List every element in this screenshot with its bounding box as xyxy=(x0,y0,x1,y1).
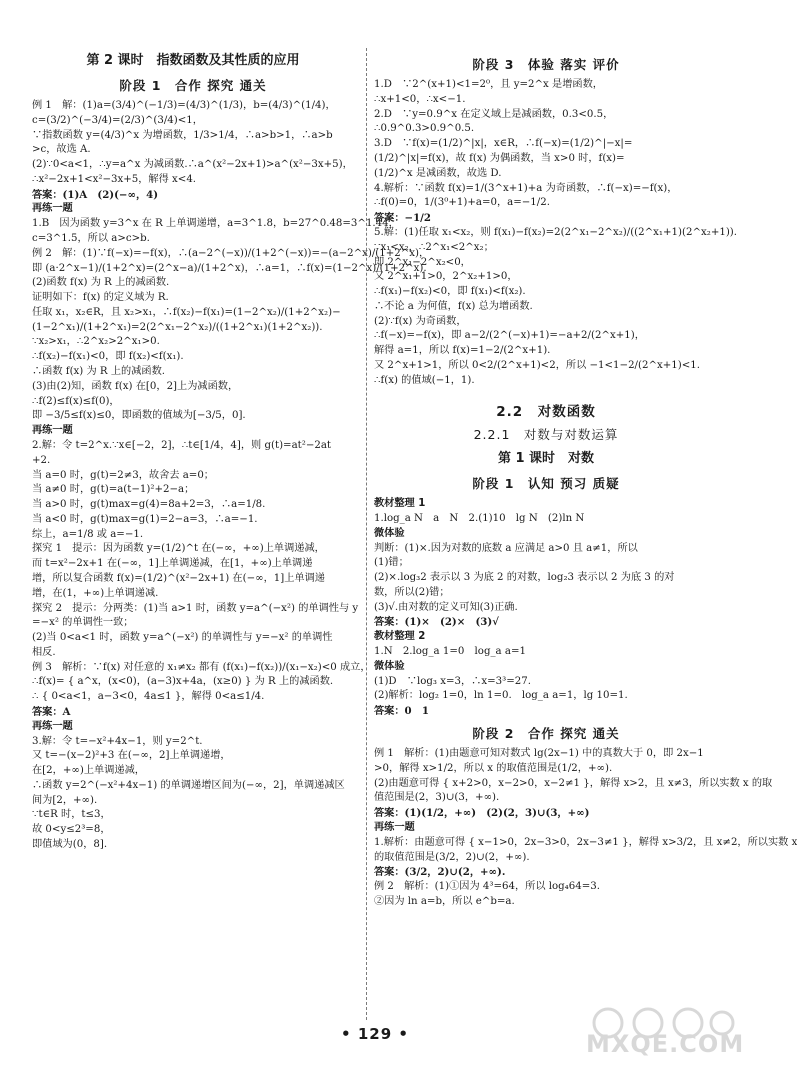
solution-line: (1)D ∵log₃ x=3，∴x=3³=27. xyxy=(374,675,531,687)
solution-line: ②因为 ln a=b，所以 e^b=a. xyxy=(374,895,515,907)
solution-line: ∴函数 f(x) 为 R 上的减函数. xyxy=(32,366,166,378)
solution-line: c=(3/2)^(−3/4)=(2/3)^(3/4)<1， xyxy=(32,114,203,126)
solution-line: 的取值范围是(3/2，2)∪(2，+∞). xyxy=(374,851,530,863)
solution-line: 1.N 2.log_a 1=0 log_a a=1 xyxy=(374,646,526,657)
right-solution-lines-b xyxy=(374,497,718,719)
solution-line: ∵t∈R 时，t≤3， xyxy=(32,809,111,821)
solution-line: 故 0<y≤2³=8， xyxy=(32,824,111,836)
solution-line: >0，解得 x>1/2，所以 x 的取值范围是(1/2，+∞). xyxy=(374,762,613,774)
solution-line: 答案：A xyxy=(32,706,71,718)
solution-line: (2)解析：log₂ 1=0，ln 1=0. log_a a=1，lg 10=1. xyxy=(374,690,628,702)
solution-line: 答案：(1)(1/2，+∞) (2)(2，3)∪(3，+∞) xyxy=(374,807,590,820)
solution-line: (1)错； xyxy=(374,557,409,569)
stage-heading: 阶段 1 认知 预习 质疑 xyxy=(472,476,620,492)
solution-line: 再练一题 xyxy=(32,720,73,732)
solution-line: 在[2，+∞)上单调递减， xyxy=(32,765,145,777)
solution-line: 当 a≠0 时，g(t)=a(t−1)²+2−a； xyxy=(32,484,195,496)
solution-line: ∴f(2)≤f(x)≤f(0)， xyxy=(32,395,120,407)
solution-line: 增，在(1，+∞)上单调递减. xyxy=(32,587,159,599)
solution-line: 答案：(1)× (2)× (3)√ xyxy=(374,616,499,629)
solution-line: ∴f(0)=0，1/(3⁰+1)+a=0，a=−1/2. xyxy=(374,197,550,209)
solution-line: ∴不论 a 为何值，f(x) 总为增函数. xyxy=(374,300,533,312)
solution-line: 例 2 解析：(1)①因为 4³=64，所以 log₄64=3. xyxy=(374,881,600,893)
solution-line: 微体验 xyxy=(374,527,405,539)
solution-line: 相反. xyxy=(32,646,56,658)
section-title: 2.2 对数函数 xyxy=(496,403,596,420)
solution-line: ∴f(x) 的值域(−1，1). xyxy=(374,374,475,386)
solution-line: (1−2^x₁)/(1+2^x₁)=2(2^x₁−2^x₂)/((1+2^x₁)(1+2^x₂)). xyxy=(32,321,323,333)
solution-line: (2)当 0<a<1 时，函数 y=a^(−x²) 的单调性与 y=−x² 的单调性 xyxy=(32,632,333,644)
page-number: • 129 • xyxy=(341,1025,409,1043)
solution-line: ∴f(x₂)−f(x₁)<0，即 f(x₂)<f(x₁). xyxy=(32,351,184,363)
solution-line: ∴0.9^0.3>0.9^0.5. xyxy=(374,123,475,135)
solution-line: ∴x+1<0，∴x<−1. xyxy=(374,93,466,105)
solution-line: 1.D ∵2^(x+1)<1=2⁰，且 y=2^x 是增函数， xyxy=(374,79,603,91)
solution-line: 例 2 解：(1)∵f(−x)=−f(x)，∴(a−2^(−x))/(1+2^(−x))=−(a−2^x)/(1+2^x)， xyxy=(32,247,430,259)
solution-line: 例 3 解析：∵f(x) 对任意的 x₁≠x₂ 都有 (f(x₁)−f(x₂))/(x₁−x₂)<0 成立， xyxy=(32,661,371,673)
solution-line: ∵x₁<x₂，∴2^x₁<2^x₂； xyxy=(374,241,494,253)
stage-heading: 阶段 3 体验 落实 评价 xyxy=(472,57,620,72)
solution-line: 4.解析：∵函数 f(x)=1/(3^x+1)+a 为奇函数，∴f(−x)=−f(x)， xyxy=(374,182,678,194)
solution-line: ∴f(x)= { a^x，(x<0)，(a−3)x+4a，(x≥0) } 为 R 上的减函数. xyxy=(32,676,334,688)
solution-line: (3)√.由对数的定义可知(3)正确. xyxy=(374,601,518,613)
solution-line: 任取 x₁，x₂∈R，且 x₂>x₁，∴f(x₂)−f(x₁)=(1−2^x₂)/(1+2^x₂)− xyxy=(32,306,341,318)
solution-line: 即 −3/5≤f(x)≤0，即函数的值域为[−3/5，0]. xyxy=(32,410,246,422)
solution-line: 证明如下：f(x) 的定义域为 R. xyxy=(32,292,169,304)
right-solution-lines-c xyxy=(374,747,797,910)
solution-line: 2.解：令 t=2^x.∵x∈[−2，2]，∴t∈[1/4，4]，则 g(t)=at²−2at xyxy=(32,439,332,451)
solution-line: (2)×.log₃2 表示以 3 为底 2 的对数，log₂3 表示以 2 为底 3 的对 xyxy=(374,572,675,584)
column-divider xyxy=(366,48,367,1020)
solution-line: 当 a>0 时，g(t)max=g(4)=8a+2=3，∴a=1/8. xyxy=(32,499,266,511)
solution-line: =−x² 的单调性一致； xyxy=(32,617,134,629)
solution-line: 3.解：令 t=−x²+4x−1，则 y=2^t. xyxy=(32,735,203,747)
solution-line: 而 t=x²−2x+1 在(−∞，1]上单调递减，在[1，+∞)上单调递 xyxy=(32,558,313,570)
solution-line: 教材整理 2 xyxy=(374,631,426,643)
solution-line: 探究 1 提示：因为函数 y=(1/2)^t 在(−∞，+∞)上单调递减， xyxy=(32,543,325,555)
solution-line: 1.log_a N a N 2.(1)10 lg N (2)ln N xyxy=(374,512,585,524)
solution-line: 微体验 xyxy=(374,660,405,672)
solution-line: (2)∵f(x) 为奇函数， xyxy=(374,315,467,327)
solution-line: 答案：0 1 xyxy=(374,705,429,718)
right-column xyxy=(374,50,797,910)
stage-heading: 阶段 2 合作 探究 通关 xyxy=(472,725,620,741)
right-solution-lines-a xyxy=(374,78,738,388)
solution-line: (1/2)^x 是减函数，故选 D. xyxy=(374,167,502,179)
solution-line: 又 2^x+1>1，所以 0<2/(2^x+1)<2，所以 −1<1−2/(2^x+1)<1. xyxy=(374,359,700,371)
solution-line: 答案：(1)A (2)(−∞，4) xyxy=(32,188,159,201)
solution-line: ∴f(x₁)−f(x₂)<0，即 f(x₁)<f(x₂). xyxy=(374,286,526,298)
watermark-text: MXQE.COM xyxy=(586,1030,745,1059)
solution-line: 5.解：(1)任取 x₁<x₂，则 f(x₁)−f(x₂)=2(2^x₁−2^x₂)/((2^x₁+1)(2^x₂+1)). xyxy=(374,226,738,238)
solution-line: 当 a=0 时，g(t)=2≠3，故舍去 a=0； xyxy=(32,469,214,481)
solution-line: 2.D ∵y=0.9^x 在定义域上是减函数，0.3<0.5， xyxy=(374,108,614,120)
solution-line: 答案：(3/2，2)∪(2，+∞). xyxy=(374,866,506,879)
solution-line: ∴x²−2x+1<x²−3x+5，解得 x<4. xyxy=(32,173,197,185)
lesson-title: 第 2 课时 指数函数及其性质的应用 xyxy=(86,53,300,68)
solution-line: ∴f(−x)=−f(x)，即 a−2/(2^(−x)+1)=−a+2/(2^x+1)， xyxy=(374,330,645,342)
solution-line: (2)∵0<a<1，∴y=a^x 为减函数.∴a^(x²−2x+1)>a^(x²−3x+5)， xyxy=(32,159,353,171)
solution-line: 又 t=−(x−2)²+3 在(−∞，2]上单调递增， xyxy=(32,750,231,762)
solution-line: 再练一题 xyxy=(374,821,415,833)
solution-line: 再练一题 xyxy=(32,425,73,437)
solution-line: 1.解析：由题意可得 { x−1>0，2x−3>0，2x−3≠1 }，解得 x>3/2，且 x≠2，所以实数 x xyxy=(374,836,797,848)
solution-line: ∴ { 0<a<1，a−3<0，4a≤1 }，解得 0<a≤1/4. xyxy=(32,691,265,703)
solution-line: 数，所以(2)错； xyxy=(374,586,450,598)
solution-line: (1/2)^|x|=f(x)，故 f(x) 为偶函数，当 x>0 时，f(x)= xyxy=(374,153,625,165)
stage-heading: 阶段 1 合作 探究 通关 xyxy=(119,77,267,93)
solution-line: ∵指数函数 y=(4/3)^x 为增函数，1/3>1/4，∴a>b>1，∴a>b xyxy=(32,129,333,141)
solution-line: (2)由题意可得 { x+2>0，x−2>0，x−2≠1 }，解得 x>2，且 x≠3，所以实数 x 的取 xyxy=(374,777,773,789)
solution-line: 3.D ∵f(x)=(1/2)^|x|，x∈R，∴f(−x)=(1/2)^|−x|= xyxy=(374,138,633,150)
site-watermark xyxy=(586,1006,745,1062)
subsection-title: 2.2.1 对数与对数运算 xyxy=(473,427,619,443)
solution-line: 例 1 解：(1)a=(3/4)^(−1/3)=(4/3)^(1/3)，b=(4/3)^(1/4)， xyxy=(32,99,336,111)
solution-line: ∴函数 y=2^(−x²+4x−1) 的单调递增区间为(−∞，2]，单调递减区 xyxy=(32,779,345,791)
solution-line: 判断：(1)×.因为对数的底数 a 应满足 a>0 且 a≠1，所以 xyxy=(374,542,638,554)
solution-line: 又 2^x₁+1>0，2^x₂+1>0， xyxy=(374,271,518,283)
solution-line: +2. xyxy=(32,454,51,466)
solution-line: ∵x₂>x₁，∴2^x₂>2^x₁>0. xyxy=(32,336,160,348)
solution-line: 间为[2，+∞). xyxy=(32,794,98,806)
solution-line: 教材整理 1 xyxy=(374,498,426,510)
solution-line: 当 a<0 时，g(t)max=g(1)=2−a=3，∴a=−1. xyxy=(32,513,258,525)
solution-line: 增，所以复合函数 f(x)=(1/2)^(x²−2x+1) 在(−∞，1]上单调递 xyxy=(32,572,325,584)
solution-line: 解得 a=1，所以 f(x)=1−2/(2^x+1). xyxy=(374,345,551,357)
solution-line: 值范围是(2，3)∪(3，+∞). xyxy=(374,792,500,804)
solution-line: 即 2^x₁−2^x₂<0， xyxy=(374,256,471,268)
solution-line: 即值域为(0，8]. xyxy=(32,839,108,851)
solution-line: (3)由(2)知，函数 f(x) 在[0，2]上为减函数， xyxy=(32,380,239,392)
solution-line: 1.B 因为函数 y=3^x 在 R 上单调递增，a=3^1.8，b=27^0.48=3^1.44， xyxy=(32,218,399,230)
solution-line: 例 1 解析：(1)由题意可知对数式 lg(2x−1) 中的真数大于 0，即 2x−1 xyxy=(374,748,704,760)
solution-line: 再练一题 xyxy=(32,203,73,215)
solution-line: 即 (a·2^x−1)/(1+2^x)=(2^x−a)/(1+2^x)，∴a=1，∴f(x)=(1−2^x)/(1+2^x). xyxy=(32,262,427,274)
solution-line: >c，故选 A. xyxy=(32,144,91,156)
solution-line: 综上，a=1/8 或 a=−1. xyxy=(32,528,144,540)
lesson-title: 第 1 课时 对数 xyxy=(497,451,595,467)
solution-line: 答案：−1/2 xyxy=(374,212,431,225)
solution-line: 探究 2 提示：分两类：(1)当 a>1 时，函数 y=a^(−x²) 的单调性与 y xyxy=(32,602,359,614)
solution-line: (2)函数 f(x) 为 R 上的减函数. xyxy=(32,277,170,289)
solution-line: c=3^1.5，所以 a>c>b. xyxy=(32,233,150,244)
